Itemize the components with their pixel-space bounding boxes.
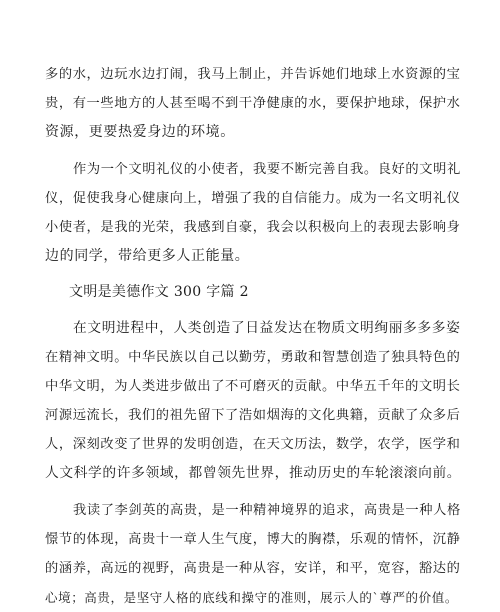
paragraph-4-line: 心境；高贵，是坚守人格的底线和操守的准则，展示人的`尊严的价值。 (45, 590, 458, 605)
paragraph-3-line: 人，深刻改变了世界的发明创造，在天文历法，数学，农学，医学和 (45, 437, 461, 452)
paragraph-2-line: 仪，促使我身心健康向上，增强了我的自信能力。成为一名文明礼仪 (45, 191, 461, 206)
section-heading (45, 278, 463, 307)
paragraph-3-line: 河源远流长，我们的祖先留下了浩如烟海的文化典籍，贡献了众多后 (45, 408, 461, 423)
paragraph-3-line: 在精神文明。中华民族以自己以勤劳，勇敢和智慧创造了独具特色的 (45, 350, 461, 365)
paragraph-2 (45, 155, 463, 271)
paragraph-3-line: 中华文明，为人类进步做出了不可磨灭的贡献。中华五千年的文明长 (45, 379, 461, 394)
paragraph-1-line: 资源，更要热爱身边的环境。 (45, 124, 235, 140)
paragraph-4 (45, 496, 463, 612)
paragraph-2-line: 边的同学，带给更多人正能量。 (45, 248, 250, 264)
paragraph-1-line: 贵，有一些地方的人甚至喝不到干净健康的水，要保护地球，保护水 (45, 96, 461, 111)
paragraph-2-line: 小使者，是我的光荣，我感到自豪，我会以积极向上的表现去影响身 (45, 220, 461, 235)
paragraph-1-line: 多的水，边玩水边打闹，我马上制止，并告诉她们地球上水资源的宝 (45, 67, 461, 82)
paragraph-3 (45, 314, 463, 488)
paragraph-2-line: 作为一个文明礼仪的小使者，我要不断完善自我。良好的文明礼 (73, 162, 461, 177)
paragraph-4-line: 我读了李剑英的高贵，是一种精神境界的追求，高贵是一种人格 (73, 503, 461, 518)
document-page (45, 60, 463, 612)
paragraph-3-line: 在文明进程中，人类创造了日益发达在物质文明绚丽多多多姿 (73, 320, 461, 336)
section-heading-text: 文明是美德作文 300 字篇 2 (69, 284, 249, 300)
paragraph-1 (45, 60, 463, 147)
paragraph-4-line: 憬节的体现，高贵十一章人生气度，博大的胸襟，乐观的情怀，沉静 (45, 532, 461, 547)
paragraph-3-line: 人文科学的许多领域，都曾领先世界，推动历史的车轮滚滚向前。 (45, 465, 462, 481)
paragraph-4-line: 的涵养，高远的视野，高贵是一种从容，安详，和平，宽容，豁达的 (45, 561, 461, 576)
